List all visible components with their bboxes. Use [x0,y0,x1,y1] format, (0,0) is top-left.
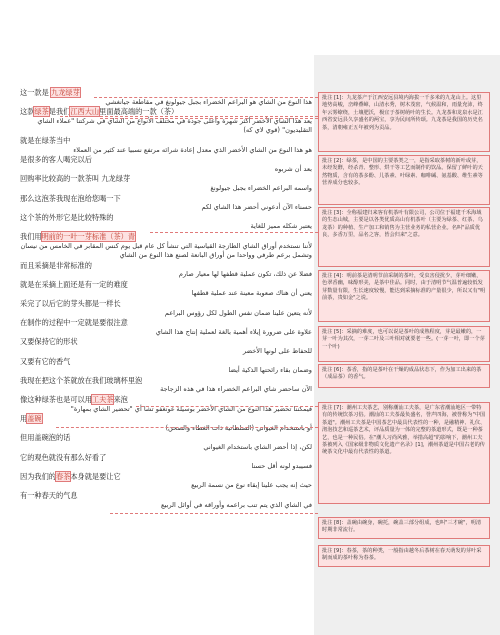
comment-anchor-7[interactable]: 工夫茶 [91,395,114,404]
doc-line-ar: لأنه يتعين علينا ضمان نفس الطول لكل رؤوس البراعم [164,308,312,317]
comment-connector [150,232,318,233]
doc-line-ar: لأننا نستخدم أوراق الشاي الطازجة القياسية التي تنشأ كل عام قبل يوم كنس المقابر في الخامس من نيسان وتشمل برعم طرفي وواحدا من أوراق البانعة لصنع هذا النوع من الشاي [20,241,312,260]
doc-line-zh: 在制作的过程中一定就是要很注意 [20,318,128,328]
doc-line-zh: 我现在把这个茶就放在我们玻璃杯里泡 [20,375,143,385]
doc-line-zh: 像这种绿茶也是可以用工夫茶来泡 [20,395,128,404]
comment-5[interactable]: 批注 [5]：采摘的难度，也可以说是茶叶的成熟程度，芽是最嫩的，一芽一叶为其次，一芽二叶及三叶相对就要老一些。(一芽一叶，即一个芽一个叶) [318,326,490,362]
doc-line-zh: 因为我们的春茶本身就是要让它 [20,471,121,481]
doc-line-ar: يعد هذا الشاي الأخضر أكثر شهرة وأعلى جودة في مختلف الأنواع من الشاي في شركتنا "عملاء الشاي التقليديون" (قوي لاي كه) [37,116,312,135]
doc-line-zh: 用盖碗 [20,414,42,424]
comment-connector [60,116,318,117]
doc-line-ar: واسمه البراعم الخضراء بجبل جيولونغ [210,183,312,192]
comment-anchor-4[interactable]: 明前的一叶一芽标准（茶）青 [41,231,136,241]
doc-line-zh: 又要保持它的形状 [20,337,78,347]
comment-2[interactable]: 批注 [2]：绿茶，是中国的主要茶类之一，是指采取茶树的新叶或芽，未经发酵，经杀青、整形、烘干等工艺而制作的饮品。保留了鲜叶的天然物质，含有的茶多酚、儿茶素、叶绿素、咖啡碱、氨基酸、维生素等营养成分也较多。 [318,155,490,205]
comment-anchor-3[interactable]: 江西大山 [70,107,100,117]
doc-line-ar: هذا النوع من الشاي هو البراعم الخضراء بجبل جيولونغ في مقاطعة جيانغشي [105,97,312,106]
doc-line-ar: وضمان بقاء رائحتها الذكية أيضا [228,366,312,375]
comment-anchor-8[interactable]: 盖碗 [27,414,42,424]
doc-line-ar: فسيبدو لونه أقل حسنا [251,462,312,471]
comment-anchor-9[interactable]: 春茶 [55,471,71,481]
doc-line-zh: 又要有它的香气 [20,356,71,366]
doc-line-zh: 有一种春天的气息 [20,490,78,500]
doc-line-zh: 我们用明前的一叶一芽标准（茶）青 [20,231,136,241]
comment-8[interactable]: 批注 [8]：盖碗由碗身，碗托，碗盖三部分组成，也叫"三才碗"，明清时期非常流行。 [318,517,490,539]
comment-1[interactable]: 批注 [1]：九龙茶产于江西安远县境内海拔一千多米的九龙山上。这里地势高峻，峦峰叠嶂，山清水秀，树木茂密，气候温和，雨量充沛，终年云雾缭绕，土壤肥沃，极宜于茶树萌叶的生长。九龙茶和龙泉水是江西省安远县久享盛名的两宝，享为民间所传颂。九龙茶是我国的历史名茶，清朝雍正五年被列为贡品。 [318,92,490,152]
comment-4[interactable]: 批注 [4]：明前茶是清明节前采制的茶叶，受虫害侵扰少，芽叶细嫩，色翠香幽，味醇形美，是茶中佳品。同时，由于清明节气温普遍较低发芽数量有限，生长速度较慢，能达到采摘标准的产量很少，所以又有"明前茶，贵如金"之说。 [318,270,490,322]
doc-line-ar: علاوة على ضرورة إيلاء أهمية بالغة لعملية إنتاج هذا الشاي [155,327,312,336]
doc-line-ar: أو باستخدام الغيواني (السلطانية ذات الغطاء والصحن) [165,423,312,432]
comment-9[interactable]: 批注 [9]：春茶，茶的种类，一般指由越冬后茶树在春天萌发的芽叶采制而成的茶叶称为春茶。 [318,545,490,567]
doc-line-ar: فيمكننا تحضير هذا النوع من الشاي الأخضر بوسيلة غونغفو تشا أي "تحضير الشاي بمهارة" [70,404,312,413]
comment-connector [100,118,318,119]
comment-connector [56,427,318,428]
doc-line-ar: يعني أن هناك صعوبة معينة عند عملية قطفها [191,289,312,298]
comment-anchor-1[interactable]: 九龙绿芽 [51,88,80,97]
doc-line-ar: الآن ساحضر شاي البراعم الخضراء هذا في هذه الزجاجة [160,385,312,394]
doc-line-zh: 就是在绿茶当中 [20,135,71,145]
doc-line-zh: 采完了以后它的芽头都是一样长 [20,299,121,309]
doc-line-zh: 是很多的客人喝完以后 [20,155,92,165]
doc-line-zh: 而且采摘是非常标准的 [20,260,92,270]
doc-line-ar: حسناء الآن أدعوني أحضر هذا الشاي لكم [201,203,312,212]
document-body [20,88,312,510]
comment-connector [110,513,318,514]
comment-connector [136,406,318,407]
comment-3[interactable]: 批注 [3]：全称福建归来客有机茶叶有限公司，公司位于福建千禾海域的生态山城，主要是以各类优质高山有机茶叶（主要为绿茶、红茶、乌龙茶）的种植、生产加工和销售为主营业务的私营企业。名叫"品质优良，多香万里，品名之客，皆会归来"之意。 [318,207,490,267]
doc-line-ar: في الشاي الذي يتم تنب براعمه وأوراقه في أوائل الربيع [160,500,312,509]
comment-7[interactable]: 批注 [7]：潮州工夫茶艺，别称潮汕工夫茶，是广东省潮汕地区一带特有的传统饮茶习俗。潮汕的工夫茶最负盛名，誉声四海，被誉称为"中国茶道"。潮州工夫茶是中国茶艺中最具代表性的一种，是融精神、礼仪、沏泡技艺和巡茶艺术，评品质量为一体的完整的茶道形式，既是一种茶艺，也是一种民俗。在"潮人习尚风雅，举措高超"的影响下，潮州工夫茶被列入《国家级非物质文化遗产名录》[1]，潮州茶道是中国古老的传统茶文化中最有代表性的茶道。 [318,402,490,504]
comment-anchor-2[interactable]: 绿茶 [34,107,49,117]
doc-line-ar: حيث إنه يجب علينا إبقاء نوع من نسمة الربيع [191,481,312,490]
doc-line-zh: 这款绿茶是我们江西大山里面最高端的一款（茶） [20,107,179,117]
doc-line-zh: 回购率比较高的一款茶叫 九龙绿芽 [20,174,131,184]
doc-line-zh: 这一款是 九龙绿芽 [20,88,80,97]
doc-line-zh: 就是在采摘上面还是有一定的难度 [20,279,128,289]
doc-line-ar: يعتبر شكله مميز للغاية [250,222,312,231]
doc-line-zh: 那么这泡茶我现在泡给您喝一下 [20,193,121,203]
doc-line-ar: لكن، إذا أحضر الشاي باستخدام الغيواني [203,442,312,451]
comment-connector [94,97,318,98]
doc-line-zh: 但用盖碗泡的话 [20,433,71,443]
doc-line-ar: للحفاظ على لونها الأخضر [242,347,312,356]
doc-line-ar: هو هذا النوع من الشاي الأخضر الذي معدل إعادة شرائه مرتفع نسبيا عند كثير من العملاء [73,145,312,154]
doc-line-zh: 这个茶的外形它是比较特殊的 [20,212,114,222]
doc-line-ar: بعد أن شربوه [274,164,312,173]
doc-line-zh: 它的观色就没有那么好看了 [20,452,107,462]
comment-6[interactable]: 批注 [6]：茶香，指的是茶叶在干燥的成品状态下，作为加工出来的茶（成品茶）的香气。 [318,364,490,388]
doc-line-ar: فضلا عن ذلك، تكون عملية قطفها لها معيار صارم [178,270,312,279]
